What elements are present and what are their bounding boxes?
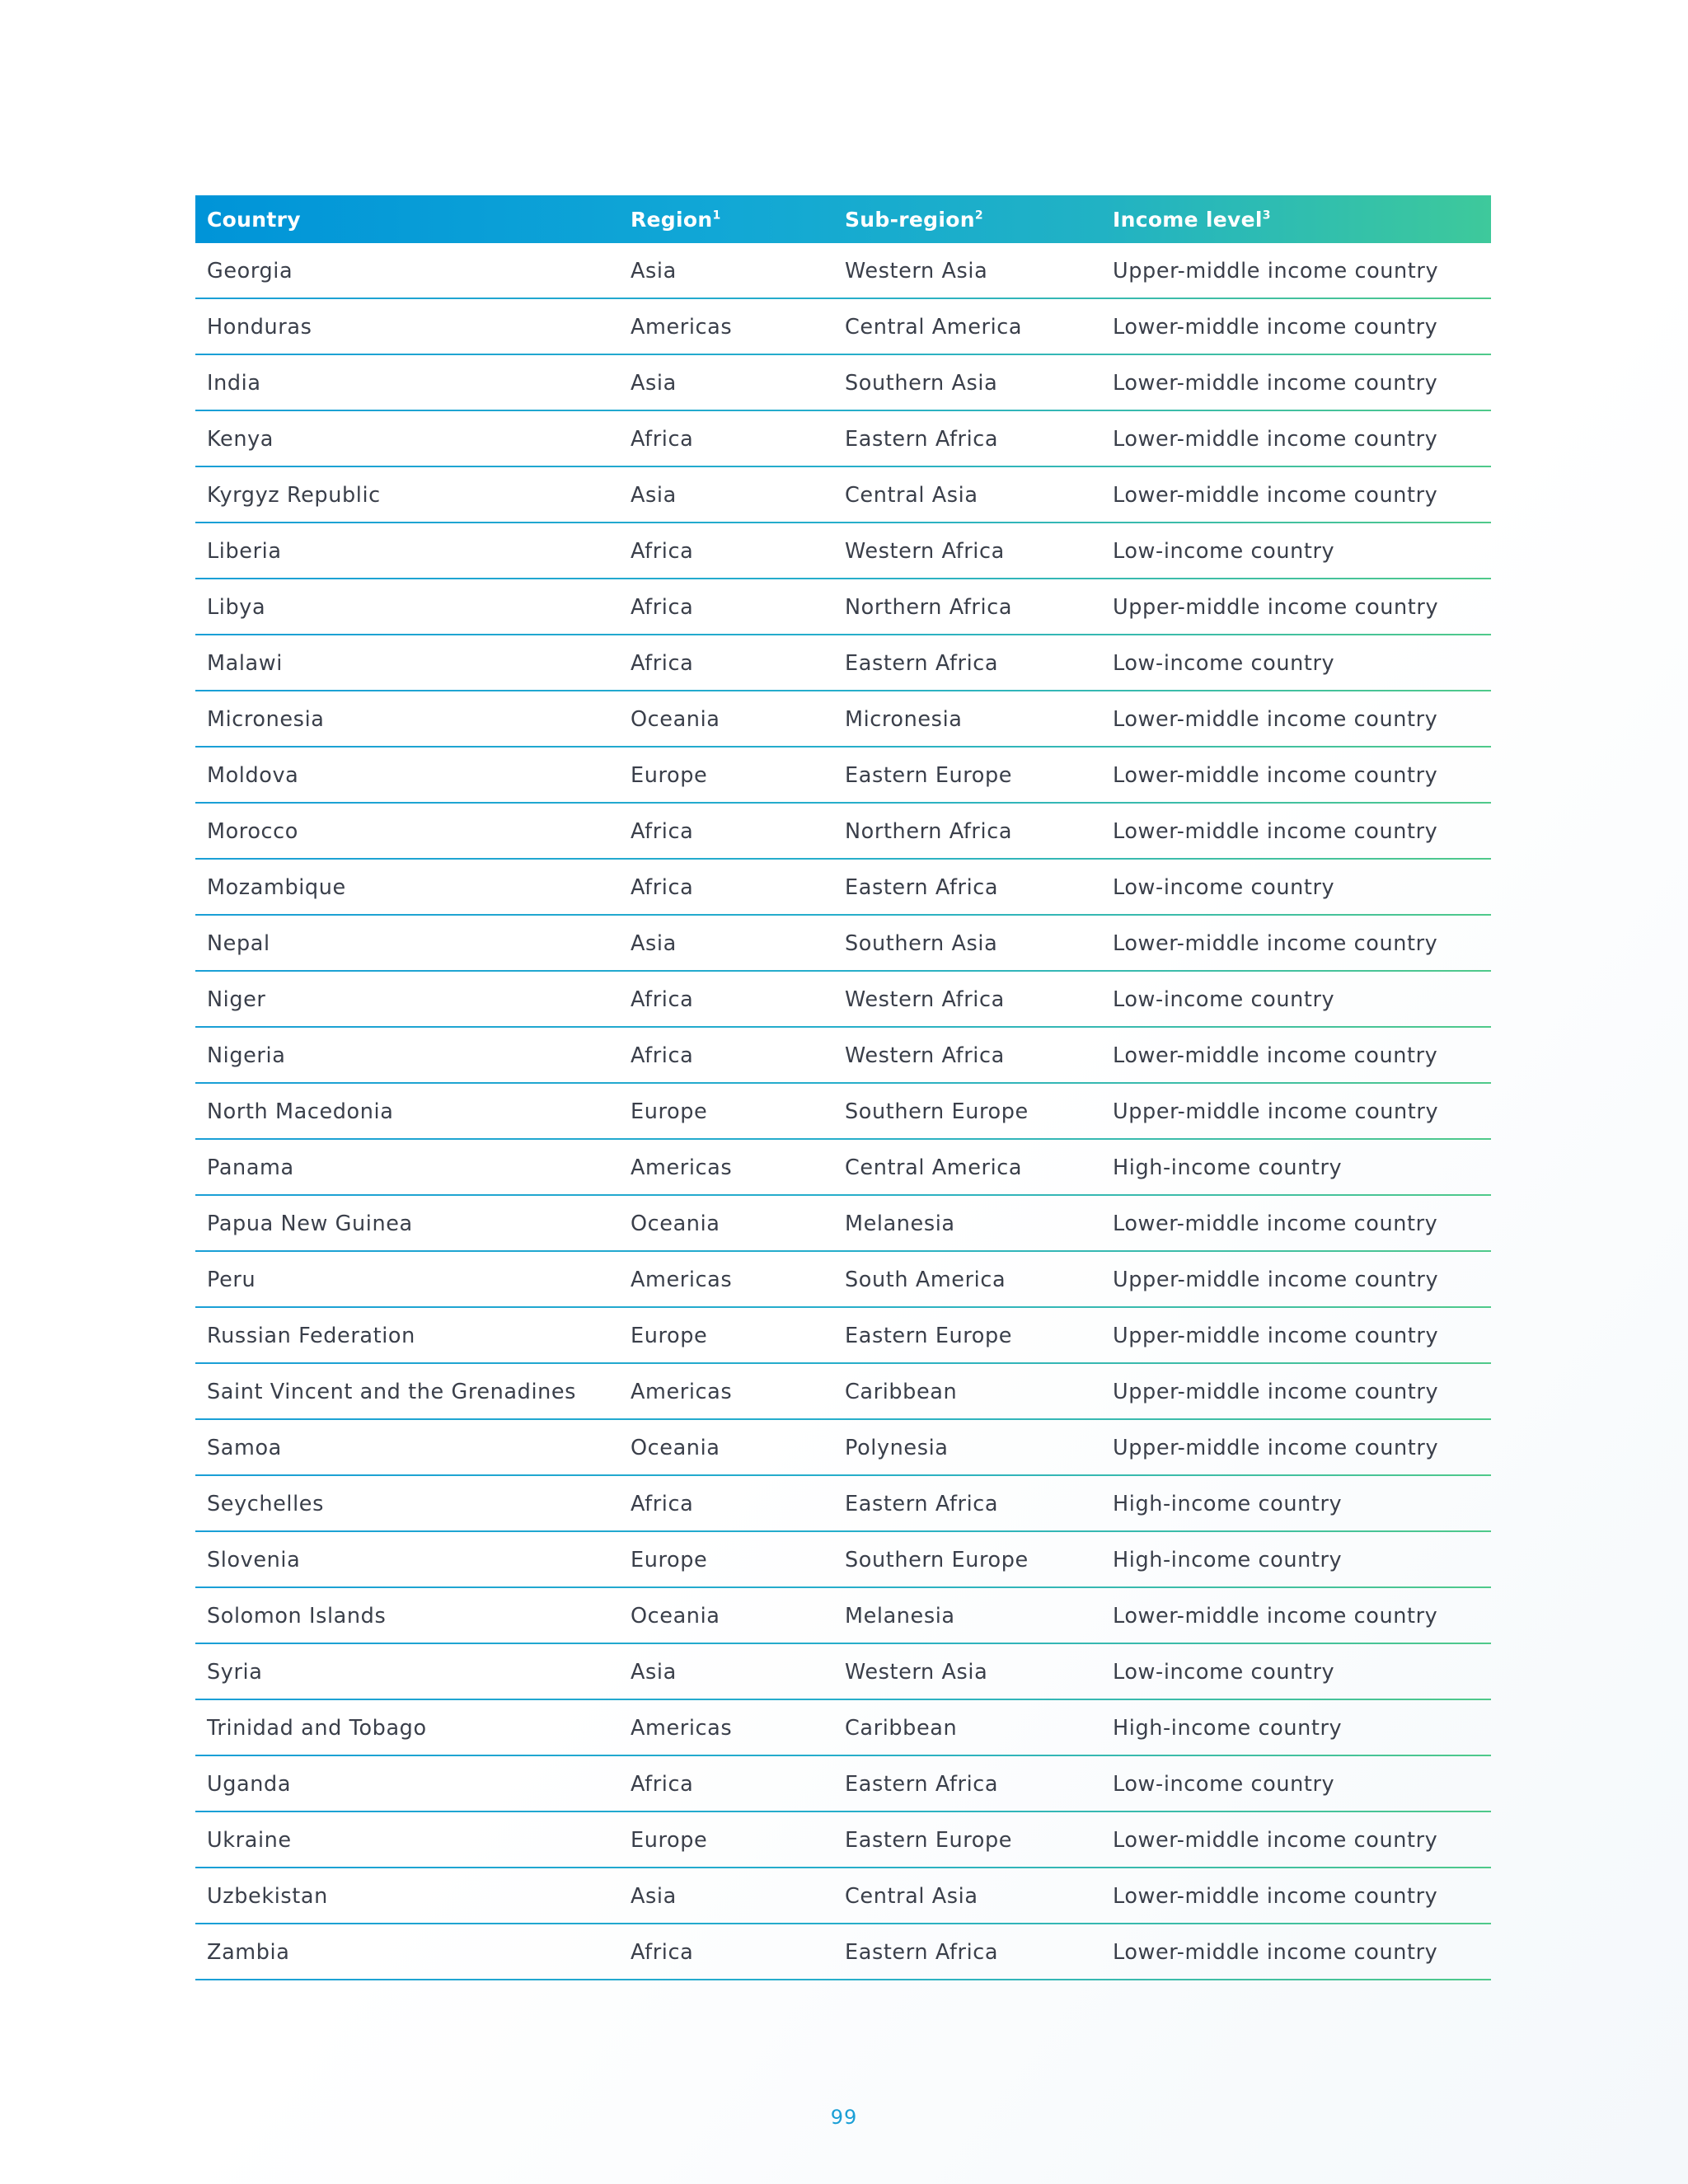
- cell-income-level: Low-income country: [1113, 875, 1335, 900]
- cell-sub-region: Southern Europe: [845, 1548, 1029, 1572]
- row-divider: [195, 1923, 1491, 1924]
- table-row: [195, 916, 1491, 972]
- table-row: [195, 579, 1491, 635]
- cell-income-level: Lower-middle income country: [1113, 315, 1438, 340]
- cell-sub-region: Central America: [845, 1155, 1023, 1180]
- table-row: [195, 804, 1491, 860]
- column-header-region: [619, 195, 833, 243]
- cell-region: Americas: [631, 1716, 733, 1741]
- table-header-row: [195, 195, 1491, 243]
- cell-country: Saint Vincent and the Grenadines: [207, 1380, 577, 1404]
- cell-sub-region: Eastern Europe: [845, 1324, 1013, 1348]
- cell-country: Niger: [207, 987, 266, 1012]
- table-row: [195, 1868, 1491, 1924]
- cell-income-level: Lower-middle income country: [1113, 819, 1438, 844]
- cell-country: Micronesia: [207, 707, 325, 732]
- row-divider: [195, 1699, 1491, 1700]
- table-row: [195, 411, 1491, 467]
- table-row: [195, 467, 1491, 523]
- cell-sub-region: Southern Asia: [845, 371, 998, 396]
- row-divider: [195, 1418, 1491, 1420]
- footnote-marker: 3: [1262, 209, 1271, 223]
- row-divider: [195, 970, 1491, 972]
- cell-region: Africa: [631, 819, 694, 844]
- cell-sub-region: Micronesia: [845, 707, 963, 732]
- cell-sub-region: Southern Asia: [845, 931, 998, 956]
- cell-region: Americas: [631, 1268, 733, 1292]
- column-header-income-level: [1101, 195, 1491, 243]
- cell-region: Americas: [631, 1155, 733, 1180]
- cell-country: Zambia: [207, 1940, 290, 1965]
- cell-country: Slovenia: [207, 1548, 301, 1572]
- row-divider: [195, 634, 1491, 635]
- cell-sub-region: Central America: [845, 315, 1023, 340]
- table-row: [195, 1812, 1491, 1868]
- cell-sub-region: Eastern Africa: [845, 427, 999, 452]
- cell-income-level: Upper-middle income country: [1113, 258, 1439, 284]
- cell-region: Oceania: [631, 1212, 720, 1236]
- row-divider: [195, 690, 1491, 691]
- cell-income-level: Lower-middle income country: [1113, 371, 1438, 396]
- table-row: [195, 1308, 1491, 1364]
- row-divider: [195, 578, 1491, 579]
- row-divider: [195, 1586, 1491, 1588]
- row-divider: [195, 1755, 1491, 1756]
- table-row: [195, 1420, 1491, 1476]
- cell-country: Moldova: [207, 763, 299, 788]
- cell-country: Uzbekistan: [207, 1884, 328, 1909]
- cell-country: Trinidad and Tobago: [207, 1716, 427, 1741]
- table-row: [195, 1756, 1491, 1812]
- cell-region: Africa: [631, 539, 694, 564]
- page-number: 99: [830, 2106, 858, 2129]
- row-divider: [195, 1979, 1491, 1980]
- table-header: [195, 195, 1491, 243]
- cell-sub-region: Western Asia: [845, 1660, 988, 1685]
- row-divider: [195, 746, 1491, 748]
- cell-country: North Macedonia: [207, 1099, 394, 1124]
- cell-sub-region: Melanesia: [845, 1604, 955, 1629]
- column-header-label: Sub-region: [845, 207, 975, 232]
- cell-region: Europe: [631, 1548, 708, 1572]
- row-divider: [195, 522, 1491, 523]
- cell-income-level: Lower-middle income country: [1113, 931, 1438, 956]
- cell-country: Samoa: [207, 1436, 282, 1460]
- cell-region: Asia: [631, 483, 677, 508]
- cell-region: Americas: [631, 1380, 733, 1404]
- row-divider: [195, 1082, 1491, 1084]
- cell-sub-region: South America: [845, 1268, 1006, 1292]
- cell-sub-region: Eastern Africa: [845, 1772, 999, 1797]
- cell-region: Europe: [631, 1099, 708, 1124]
- table-body: [195, 243, 1491, 1980]
- cell-income-level: High-income country: [1113, 1492, 1343, 1516]
- row-divider: [195, 1643, 1491, 1644]
- cell-country: Uganda: [207, 1772, 292, 1797]
- cell-income-level: Low-income country: [1113, 539, 1335, 564]
- row-divider: [195, 1867, 1491, 1868]
- cell-sub-region: Western Asia: [845, 258, 988, 284]
- row-divider: [195, 298, 1491, 299]
- row-divider: [195, 914, 1491, 916]
- cell-country: Nepal: [207, 931, 270, 956]
- column-header-label: Region: [631, 207, 713, 232]
- table-row: [195, 691, 1491, 748]
- row-divider: [195, 1530, 1491, 1532]
- cell-country: India: [207, 371, 261, 396]
- cell-country: Papua New Guinea: [207, 1212, 413, 1236]
- cell-region: Oceania: [631, 707, 720, 732]
- cell-income-level: Lower-middle income country: [1113, 1043, 1438, 1068]
- column-header-sub-region: [833, 195, 1101, 243]
- cell-income-level: Low-income country: [1113, 651, 1335, 676]
- table-row: [195, 523, 1491, 579]
- cell-sub-region: Eastern Europe: [845, 763, 1013, 788]
- footnote-marker: 2: [974, 209, 983, 223]
- cell-income-level: Low-income country: [1113, 1772, 1335, 1797]
- country-classification-table: [195, 195, 1491, 1981]
- row-divider: [195, 1362, 1491, 1364]
- table-row: [195, 1252, 1491, 1308]
- column-header-label: Income level: [1113, 207, 1263, 232]
- cell-income-level: Low-income country: [1113, 1660, 1335, 1685]
- cell-sub-region: Eastern Europe: [845, 1828, 1013, 1853]
- table-row: [195, 1644, 1491, 1700]
- table-row: [195, 1028, 1491, 1084]
- cell-income-level: Lower-middle income country: [1113, 1212, 1438, 1236]
- cell-country: Libya: [207, 595, 266, 620]
- cell-income-level: Upper-middle income country: [1113, 1380, 1439, 1404]
- cell-country: Peru: [207, 1268, 256, 1292]
- cell-country: Kyrgyz Republic: [207, 483, 381, 508]
- table-row: [195, 1588, 1491, 1644]
- cell-income-level: High-income country: [1113, 1716, 1343, 1741]
- cell-region: Africa: [631, 427, 694, 452]
- cell-country: Solomon Islands: [207, 1604, 387, 1629]
- cell-region: Africa: [631, 1772, 694, 1797]
- row-divider: [195, 466, 1491, 467]
- cell-country: Ukraine: [207, 1828, 292, 1853]
- column-header-label: Country: [207, 207, 301, 232]
- cell-country: Georgia: [207, 258, 293, 284]
- cell-sub-region: Caribbean: [845, 1716, 958, 1741]
- cell-income-level: Low-income country: [1113, 987, 1335, 1012]
- table-row: [195, 635, 1491, 691]
- table-row: [195, 299, 1491, 355]
- cell-income-level: Upper-middle income country: [1113, 1099, 1439, 1124]
- cell-sub-region: Northern Africa: [845, 819, 1013, 844]
- cell-income-level: High-income country: [1113, 1548, 1343, 1572]
- cell-region: Africa: [631, 1940, 694, 1965]
- cell-sub-region: Eastern Africa: [845, 1492, 999, 1516]
- row-divider: [195, 858, 1491, 860]
- table-row: [195, 243, 1491, 299]
- cell-region: Africa: [631, 875, 694, 900]
- cell-region: Oceania: [631, 1604, 720, 1629]
- table-row: [195, 1924, 1491, 1980]
- cell-region: Europe: [631, 1828, 708, 1853]
- cell-region: Africa: [631, 1043, 694, 1068]
- cell-income-level: Lower-middle income country: [1113, 1940, 1438, 1965]
- row-divider: [195, 1250, 1491, 1252]
- cell-sub-region: Central Asia: [845, 1884, 978, 1909]
- cell-sub-region: Western Africa: [845, 539, 1005, 564]
- cell-country: Russian Federation: [207, 1324, 415, 1348]
- cell-region: Africa: [631, 651, 694, 676]
- cell-country: Morocco: [207, 819, 298, 844]
- table-row: [195, 1196, 1491, 1252]
- cell-region: Africa: [631, 987, 694, 1012]
- table-row: [195, 1700, 1491, 1756]
- cell-country: Malawi: [207, 651, 283, 676]
- cell-sub-region: Caribbean: [845, 1380, 958, 1404]
- table-row: [195, 972, 1491, 1028]
- cell-sub-region: Southern Europe: [845, 1099, 1029, 1124]
- cell-region: Asia: [631, 931, 677, 956]
- cell-region: Americas: [631, 315, 733, 340]
- cell-income-level: Upper-middle income country: [1113, 1324, 1439, 1348]
- cell-income-level: Upper-middle income country: [1113, 595, 1439, 620]
- table-row: [195, 1532, 1491, 1588]
- cell-country: Kenya: [207, 427, 274, 452]
- cell-sub-region: Northern Africa: [845, 595, 1013, 620]
- cell-income-level: Lower-middle income country: [1113, 763, 1438, 788]
- cell-country: Nigeria: [207, 1043, 286, 1068]
- row-divider: [195, 354, 1491, 355]
- row-divider: [195, 1811, 1491, 1812]
- cell-sub-region: Eastern Africa: [845, 875, 999, 900]
- table-row: [195, 1476, 1491, 1532]
- cell-region: Africa: [631, 595, 694, 620]
- cell-sub-region: Western Africa: [845, 987, 1005, 1012]
- footnote-marker: 1: [712, 209, 721, 223]
- row-divider: [195, 1474, 1491, 1476]
- table-row: [195, 1140, 1491, 1196]
- table-row: [195, 1084, 1491, 1140]
- cell-country: Panama: [207, 1155, 294, 1180]
- cell-region: Asia: [631, 258, 677, 284]
- cell-sub-region: Western Africa: [845, 1043, 1005, 1068]
- cell-region: Oceania: [631, 1436, 720, 1460]
- cell-income-level: Lower-middle income country: [1113, 707, 1438, 732]
- table-row: [195, 860, 1491, 916]
- row-divider: [195, 1026, 1491, 1028]
- cell-region: Europe: [631, 1324, 708, 1348]
- cell-country: Syria: [207, 1660, 263, 1685]
- cell-income-level: Lower-middle income country: [1113, 1828, 1438, 1853]
- cell-country: Liberia: [207, 539, 282, 564]
- cell-region: Asia: [631, 1660, 677, 1685]
- cell-country: Seychelles: [207, 1492, 324, 1516]
- cell-region: Asia: [631, 371, 677, 396]
- row-divider: [195, 1138, 1491, 1140]
- table-row: [195, 1364, 1491, 1420]
- country-classification-table-container: [195, 195, 1491, 1981]
- cell-sub-region: Polynesia: [845, 1436, 949, 1460]
- cell-sub-region: Eastern Africa: [845, 1940, 999, 1965]
- cell-income-level: Lower-middle income country: [1113, 1884, 1438, 1909]
- cell-income-level: High-income country: [1113, 1155, 1343, 1180]
- cell-sub-region: Central Asia: [845, 483, 978, 508]
- cell-income-level: Lower-middle income country: [1113, 483, 1438, 508]
- row-divider: [195, 802, 1491, 804]
- cell-region: Asia: [631, 1884, 677, 1909]
- cell-country: Honduras: [207, 315, 312, 340]
- table-row: [195, 748, 1491, 804]
- row-divider: [195, 1306, 1491, 1308]
- cell-income-level: Lower-middle income country: [1113, 1604, 1438, 1629]
- table-row: [195, 355, 1491, 411]
- column-header-country: [195, 195, 619, 243]
- cell-country: Mozambique: [207, 875, 346, 900]
- cell-region: Africa: [631, 1492, 694, 1516]
- cell-income-level: Upper-middle income country: [1113, 1436, 1439, 1460]
- row-divider: [195, 1194, 1491, 1196]
- cell-region: Europe: [631, 763, 708, 788]
- cell-sub-region: Eastern Africa: [845, 651, 999, 676]
- cell-sub-region: Melanesia: [845, 1212, 955, 1236]
- row-divider: [195, 410, 1491, 411]
- cell-income-level: Upper-middle income country: [1113, 1268, 1439, 1292]
- cell-income-level: Lower-middle income country: [1113, 427, 1438, 452]
